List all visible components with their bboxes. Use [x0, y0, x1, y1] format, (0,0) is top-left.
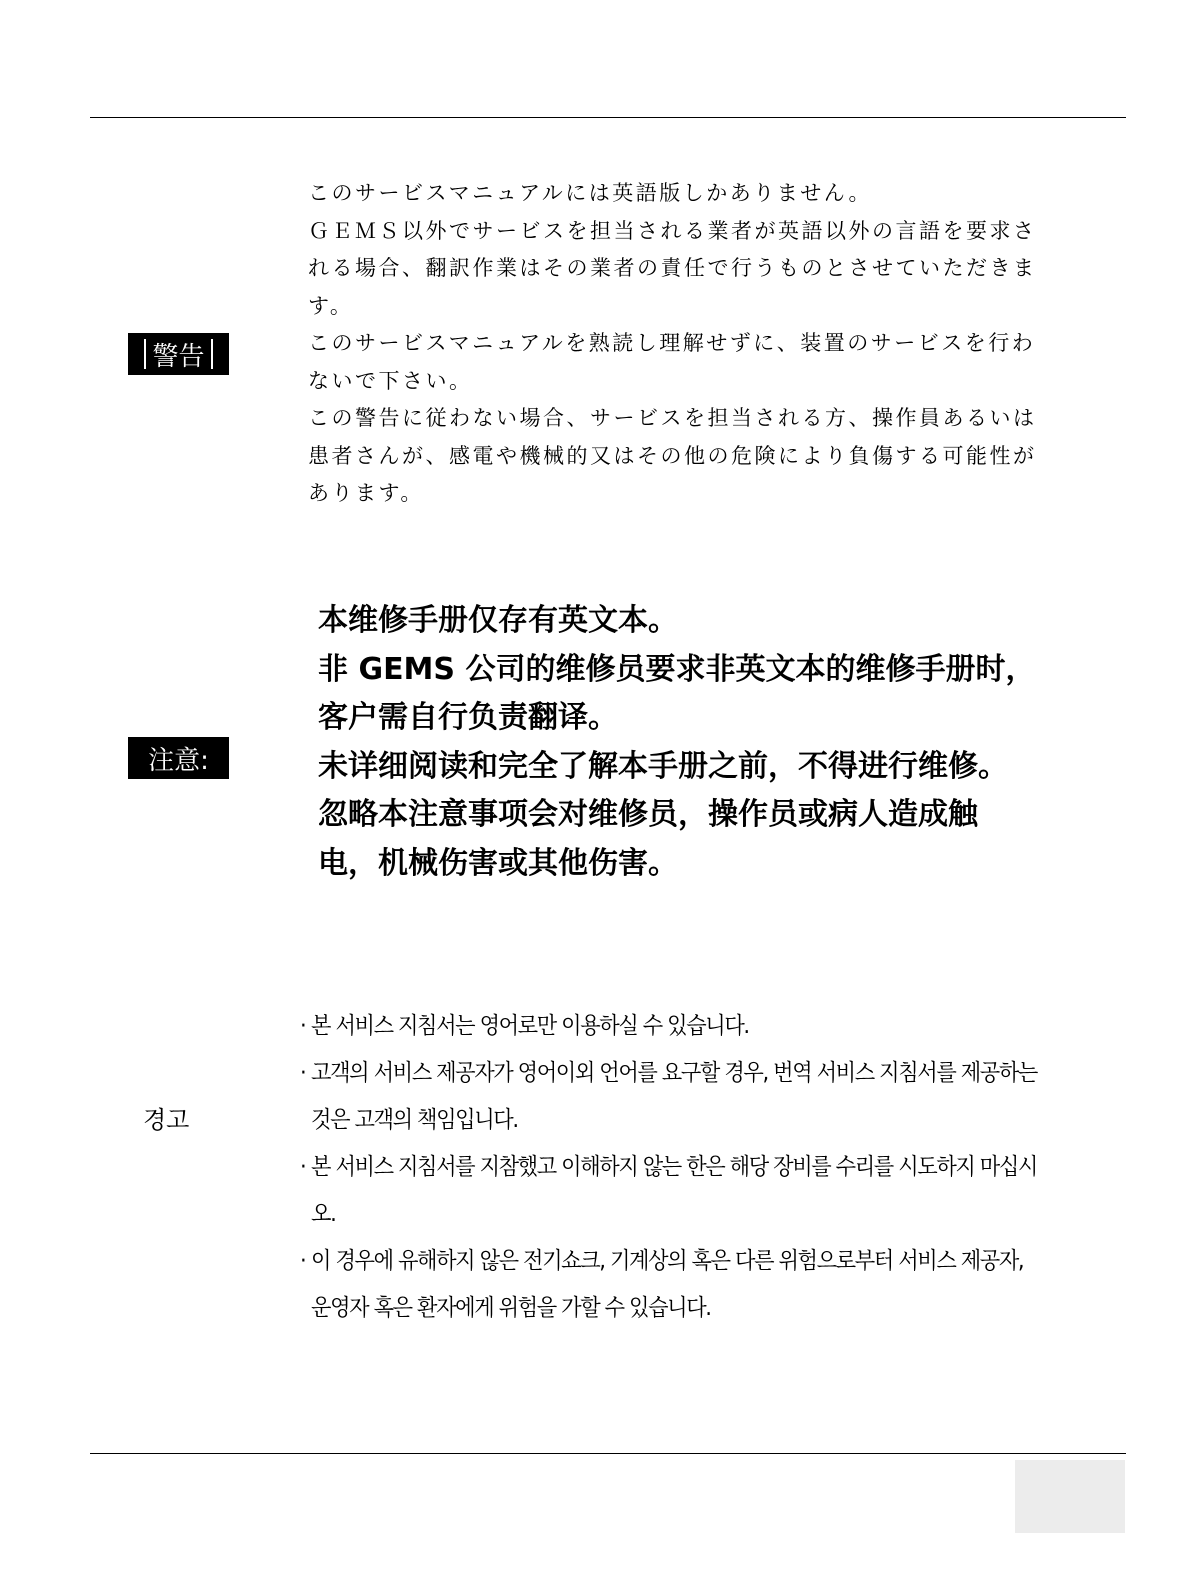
japanese-line: ＧＥＭＳ以外でサービスを担当される業者が英語以外の言語を要求さ	[308, 218, 1037, 243]
label-bar-right	[211, 339, 213, 369]
japanese-line: このサービスマニュアルには英語版しかありません。	[308, 181, 872, 205]
chinese-line: 客户需自行负责翻译。	[318, 700, 618, 735]
chinese-line: 本维修手册仅存有英文本。	[318, 603, 678, 638]
caution-label-chinese	[128, 737, 229, 779]
chinese-line: 非 GEMS 公司的维修员要求非英文本的维修手册时，	[318, 651, 1036, 687]
japanese-line: す。	[308, 293, 354, 318]
korean-list-item	[300, 1238, 1045, 1332]
bullet: ·	[300, 1013, 306, 1039]
korean-warning-text	[300, 1003, 1045, 1332]
warning-label-japanese	[128, 333, 229, 375]
page-number-box	[1015, 1460, 1125, 1533]
warning-label-korean: 경고	[143, 1106, 190, 1134]
japanese-warning-text	[308, 175, 1108, 513]
japanese-line: 患者さんが、感電や機械的又はその他の危険により負傷する可能性が	[308, 443, 1037, 468]
korean-list-item	[300, 1144, 1045, 1238]
korean-item-text: 본 서비스 지침서를 지참했고 이해하지 않는 한은 해당 장비를 수리를 시도하지 마십시오.	[311, 1154, 1037, 1227]
caution-label-chinese-text: 注意:	[148, 745, 209, 776]
japanese-line: この警告に従わない場合、サービスを担当される方、操作員あるいは	[308, 406, 1037, 430]
japanese-line: あります。	[308, 481, 424, 505]
chinese-line: 忽略本注意事项会对维修员，操作员或病人造成触	[318, 797, 978, 832]
japanese-line: れる場合、翻訳作業はその業者の責任で行うものとさせていただきま	[308, 256, 1037, 280]
korean-item-text: 고객의 서비스 제공자가 영어이외 언어를 요구할 경우, 번역 서비스 지침서를 제공하는 것은 고객의 책임입니다.	[311, 1060, 1037, 1133]
korean-list-item	[300, 1003, 1045, 1050]
bullet: ·	[300, 1154, 306, 1180]
korean-item-text: 본 서비스 지침서는 영어로만 이용하실 수 있습니다.	[311, 1013, 749, 1039]
bullet: ·	[300, 1248, 306, 1274]
footer-rule	[90, 1453, 1126, 1454]
chinese-line: 电，机械伤害或其他伤害。	[318, 845, 678, 881]
chinese-line: 未详细阅读和完全了解本手册之前，不得进行维修。	[318, 748, 1008, 784]
japanese-line: このサービスマニュアルを熟読し理解せずに、装置のサービスを行わ	[308, 331, 1036, 355]
korean-list-item	[300, 1050, 1045, 1144]
korean-item-text: 이 경우에 유해하지 않은 전기쇼크, 기계상의 혹은 다른 위험으로부터 서비스 제공자, 운영자 혹은 환자에게 위험을 가할 수 있습니다.	[311, 1248, 1024, 1321]
japanese-line: ないで下さい。	[308, 368, 473, 393]
bullet: ·	[300, 1060, 306, 1086]
chinese-caution-text	[318, 597, 1098, 888]
warning-label-japanese-text: 警告	[152, 341, 205, 372]
label-bar-left	[144, 339, 146, 369]
header-rule	[90, 117, 1126, 118]
